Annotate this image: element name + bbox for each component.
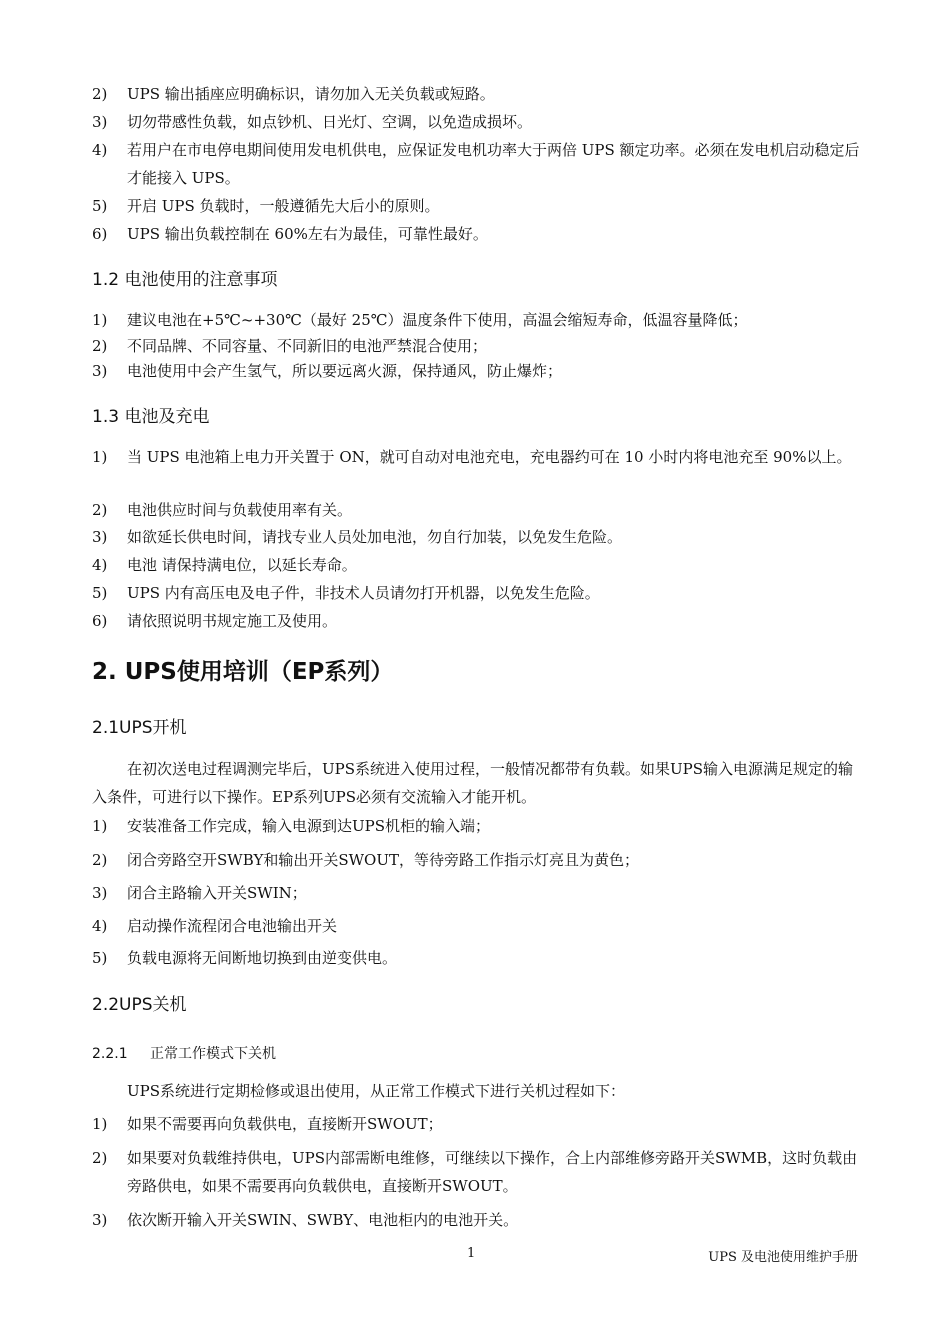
list-number: 4): [92, 141, 108, 159]
list-text: UPS 内有高压电及电子件，非技术人员请勿打开机器，以免发生危险。: [127, 584, 600, 602]
list-text: 当 UPS 电池箱上电力开关置于 ON，就可自动对电池充电，充电器约可在 10 小时内将电池充至 90%以上。: [127, 448, 852, 466]
list-item: [92, 80, 862, 108]
list-number: 5): [92, 197, 108, 215]
list-text: 闭合主路输入开关SWIN；: [127, 884, 307, 902]
list-item: [92, 220, 862, 248]
list-item: [92, 332, 862, 360]
list-item: [92, 108, 862, 136]
list-text: 如果要对负载维持供电，UPS内部需断电维修，可继续以下操作，合上内部维修旁路开关SWMB，这时负载由旁路供电，如果不需要再向负载供电，直接断开SWOUT。: [127, 1149, 858, 1195]
list-text: 电池供应时间与负载使用率有关。: [127, 501, 353, 519]
list-number: 1): [92, 1115, 108, 1133]
list-number: 3): [92, 884, 108, 902]
page-number: 1: [467, 1246, 476, 1261]
list-number: 5): [92, 584, 108, 602]
list-number: 1): [92, 817, 108, 835]
section-heading: 2.2UPS关机: [92, 995, 187, 1015]
list-item: [92, 944, 862, 972]
list-item: [92, 1144, 862, 1200]
list-item: [92, 357, 862, 385]
section-heading: 1.2 电池使用的注意事项: [92, 270, 278, 290]
chapter-heading: 2. UPS使用培训（EP系列）: [92, 659, 394, 685]
list-text: 电池使用中会产生氢气，所以要远离火源，保持通风，防止爆炸；: [127, 362, 563, 380]
list-number: 2): [92, 85, 108, 103]
list-number: 4): [92, 556, 108, 574]
list-item: [92, 879, 862, 907]
list-number: 2): [92, 501, 108, 519]
list-number: 1): [92, 311, 108, 329]
list-number: 6): [92, 612, 108, 630]
list-item: [92, 846, 862, 874]
list-item: [92, 1110, 862, 1138]
list-number: 4): [92, 917, 108, 935]
list-item: [92, 192, 862, 220]
list-text: 启动操作流程闭合电池输出开关: [127, 917, 338, 935]
list-number: 3): [92, 1211, 108, 1229]
list-item: [92, 607, 862, 635]
list-text: 闭合旁路空开SWBY和输出开关SWOUT，等待旁路工作指示灯亮且为黄色；: [127, 851, 639, 869]
list-item: [92, 306, 862, 334]
list-text: 开启 UPS 负载时，一般遵循先大后小的原则。: [127, 197, 440, 215]
footer-title: UPS 及电池使用维护手册: [708, 1250, 858, 1265]
list-item: [92, 1206, 862, 1234]
subsection-number: 2.2.1: [92, 1046, 128, 1062]
subsection-title: 正常工作模式下关机: [150, 1046, 276, 1062]
list-text: 如欲延长供电时间，请找专业人员处加电池，勿自行加装，以免发生危险。: [127, 528, 623, 546]
list-item: [92, 912, 862, 940]
list-number: 2): [92, 851, 108, 869]
list-number: 3): [92, 113, 108, 131]
section-heading: 2.1UPS开机: [92, 718, 187, 738]
list-number: 3): [92, 528, 108, 546]
list-item: [92, 523, 862, 551]
section-heading: 1.3 电池及充电: [92, 407, 210, 427]
list-text: 不同品牌、不同容量、不同新旧的电池严禁混合使用；: [127, 337, 488, 355]
list-number: 6): [92, 225, 108, 243]
list-text: 建议电池在+5℃~+30℃（最好 25℃）温度条件下使用，高温会缩短寿命，低温容量降低；: [127, 311, 748, 329]
list-text: 如果不需要再向负载供电，直接断开SWOUT；: [127, 1115, 443, 1133]
list-number: 2): [92, 337, 108, 355]
list-text: 电池 请保持满电位，以延长寿命。: [127, 556, 357, 574]
list-text: UPS 输出插座应明确标识，请勿加入无关负载或短路。: [127, 85, 495, 103]
list-number: 3): [92, 362, 108, 380]
list-text: 安装准备工作完成，输入电源到达UPS机柜的输入端；: [127, 817, 491, 835]
list-text: 切勿带感性负载，如点钞机、日光灯、空调，以免造成损坏。: [127, 113, 533, 131]
list-number: 5): [92, 949, 108, 967]
list-number: 1): [92, 448, 108, 466]
intro-paragraph: UPS系统进行定期检修或退出使用，从正常工作模式下进行关机过程如下：: [127, 1082, 626, 1100]
list-text: UPS 输出负载控制在 60%左右为最佳，可靠性最好。: [127, 225, 488, 243]
list-text: 若用户在市电停电期间使用发电机供电，应保证发电机功率大于两倍 UPS 额定功率。必须在发电机启动稳定后才能接入 UPS。: [127, 141, 860, 187]
list-item: [92, 579, 862, 607]
subsection-heading: [92, 1042, 276, 1066]
list-item: [92, 812, 862, 840]
list-text: 请依照说明书规定施工及使用。: [127, 612, 338, 630]
intro-paragraph: 在初次送电过程调测完毕后，UPS系统进入使用过程，一般情况都带有负载。如果UPS输入电源满足规定的输入条件，可进行以下操作。EP系列UPS必须有交流输入才能开机。: [92, 760, 854, 806]
list-item: [92, 551, 862, 579]
list-item: [92, 443, 862, 471]
list-text: 依次断开输入开关SWIN、SWBY、电池柜内的电池开关。: [127, 1211, 519, 1229]
list-item: [92, 136, 862, 192]
list-number: 2): [92, 1149, 108, 1167]
list-item: [92, 496, 862, 524]
list-text: 负载电源将无间断地切换到由逆变供电。: [127, 949, 398, 967]
